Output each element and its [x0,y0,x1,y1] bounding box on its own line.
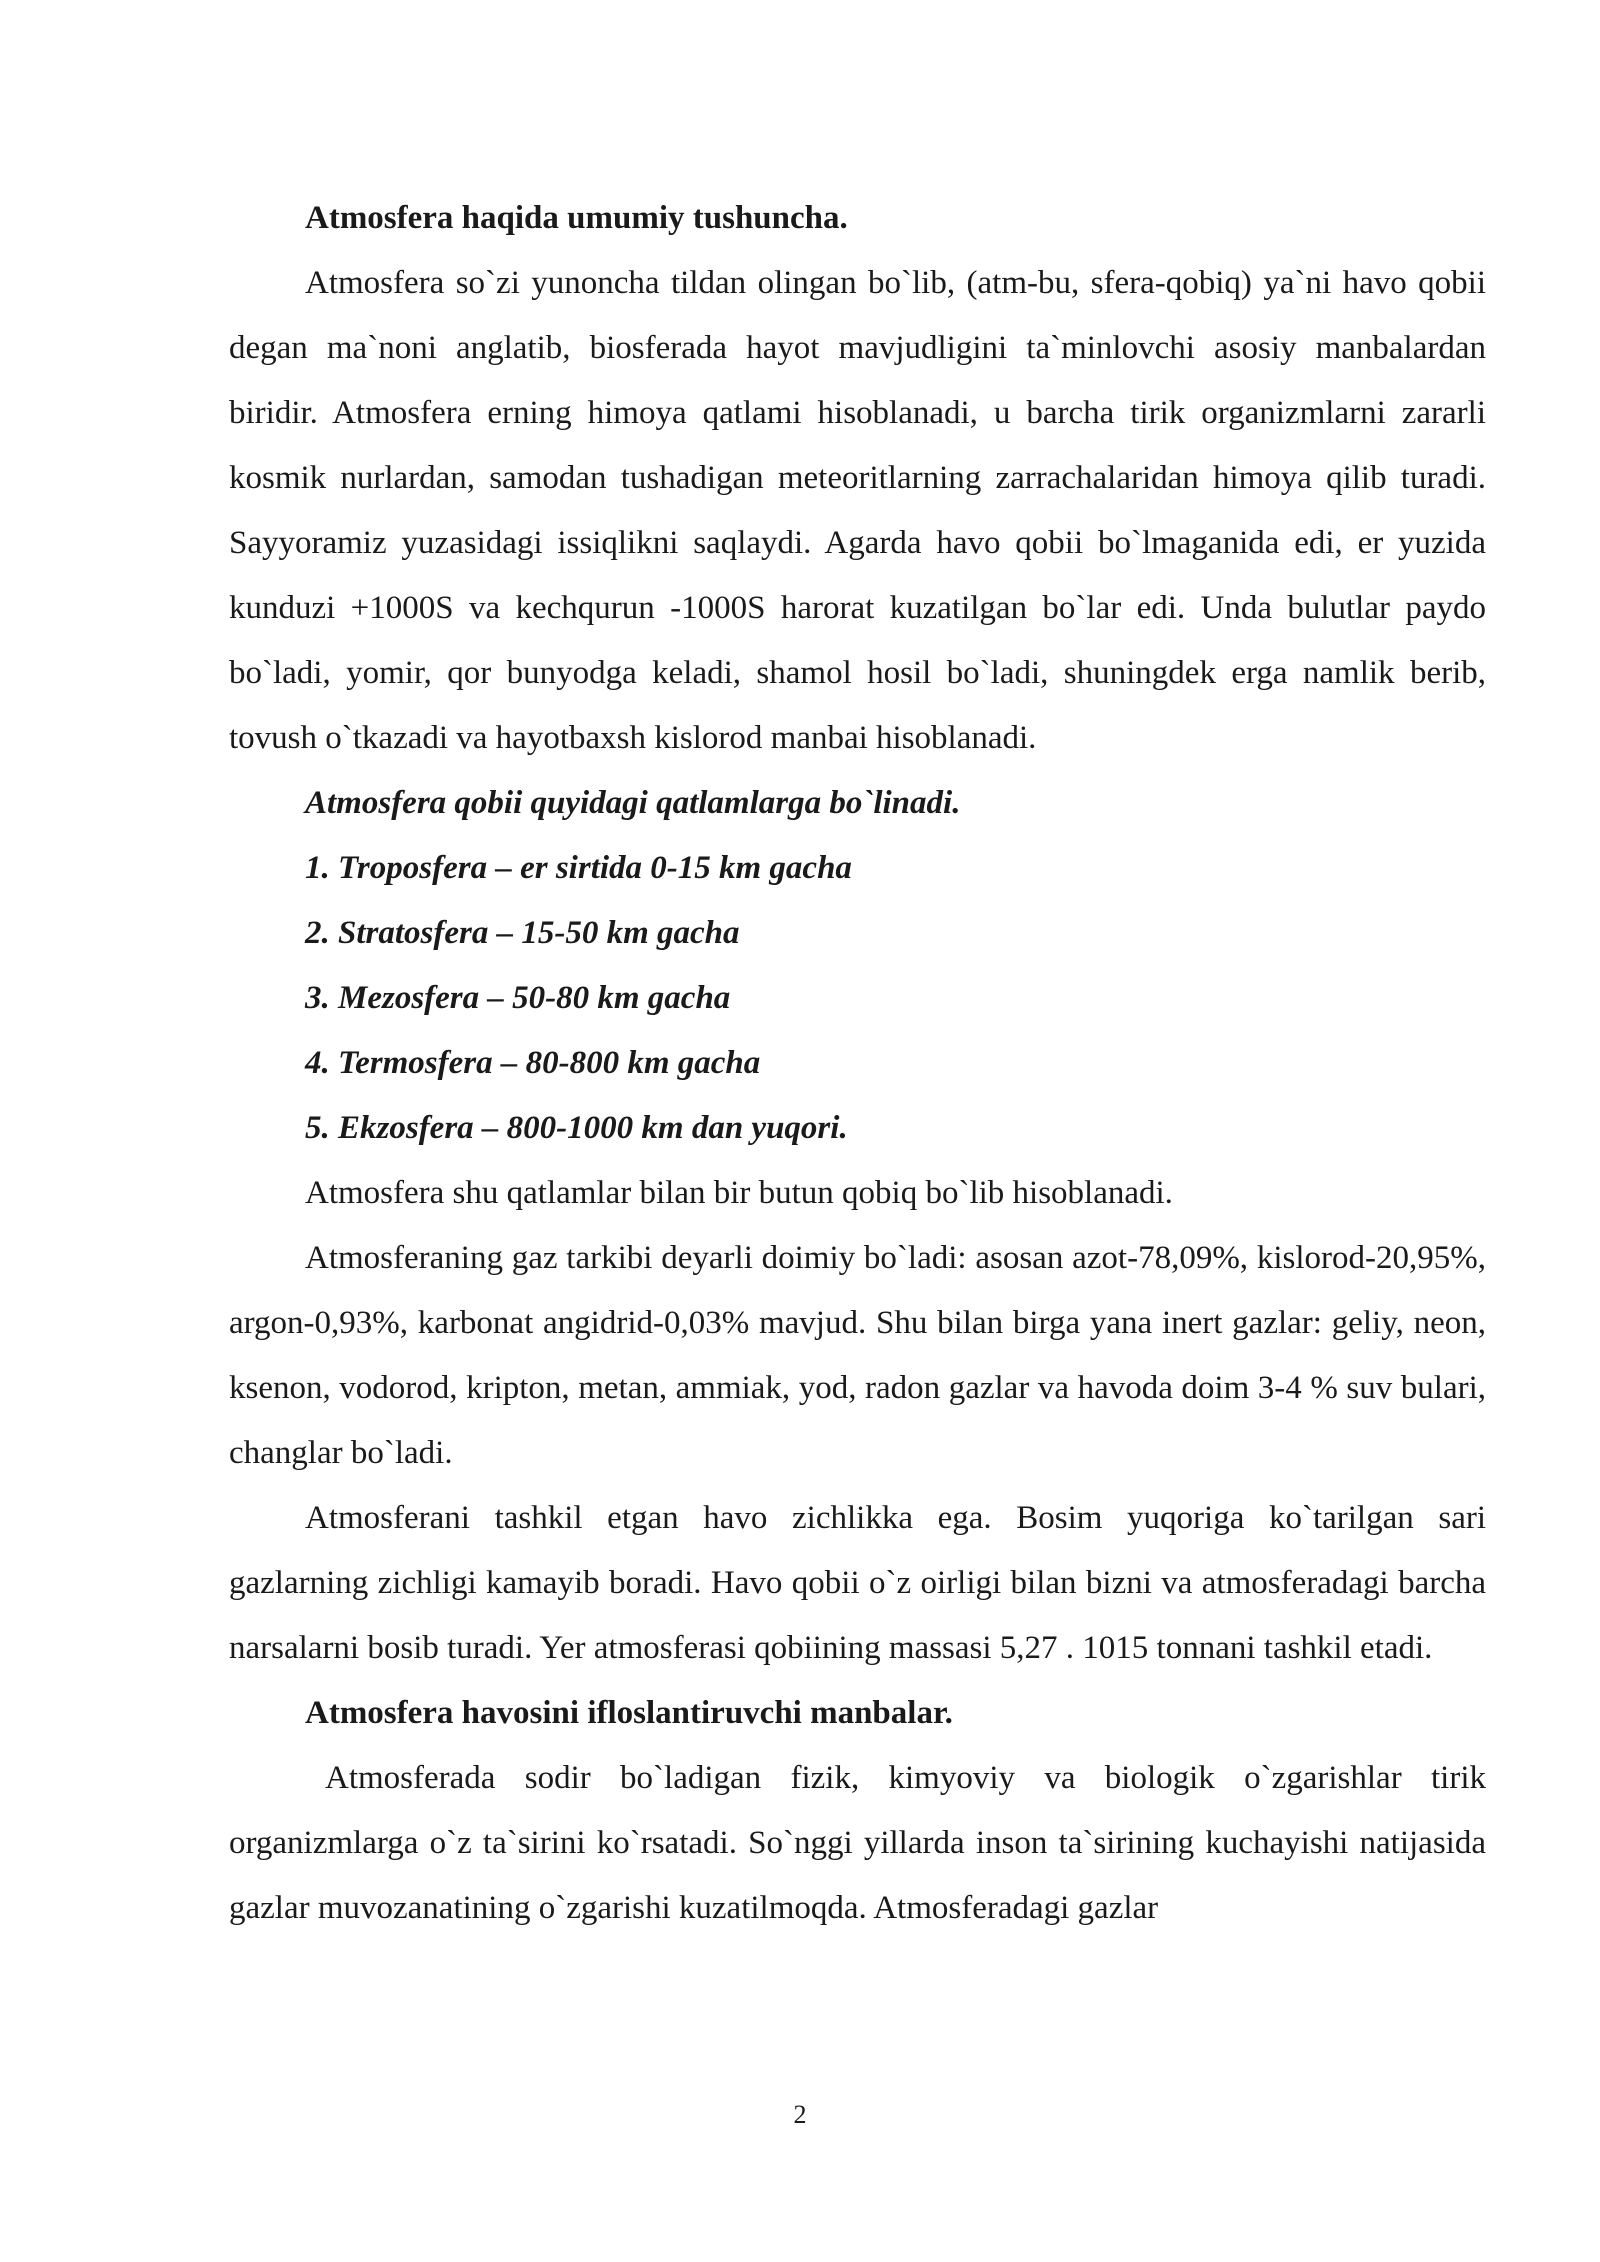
section-heading: Atmosfera haqida umumiy tushuncha. [305,200,848,236]
subsection-heading: Atmosfera qobii quyidagi qatlamlarga bo`linadi. [305,785,961,821]
paragraph: Atmosfera shu qatlamlar bilan bir butun qobiq bo`lib hisoblanadi. [305,1175,1173,1211]
document-page [229,186,1486,1941]
paragraph: Atmosferani tashkil etgan havo zichlikka ega. Bosim yuqoriga ko`tarilgan sari gazlarning zichligi kamayib boradi. Havo qobii o`z oirligi bilan bizni va atmosferadagi barcha narsalarni bosib turadi. Yer atmosferasi qobiining massasi 5,27 . 1015 tonnani tashkil etadi. [229,1500,1486,1666]
page-number: 2 [793,2100,807,2129]
list-item: 4. Termosfera – 80-800 km gacha [305,1045,761,1081]
section-heading: Atmosfera havosini ifloslantiruvchi manbalar. [305,1695,953,1731]
paragraph: Atmosferaning gaz tarkibi deyarli doimiy bo`ladi: asosan azot-78,09%, kislorod-20,95%, argon-0,93%, karbonat angidrid-0,03% mavjud. Shu bilan birga yana inert gazlar: geliy, neon, ksenon, vodorod, kripton, metan, ammiak, yod, radon gazlar va havoda doim 3-4 % suv bulari, changlar bo`ladi. [229,1240,1486,1471]
list-item: 5. Ekzosfera – 800-1000 km dan yuqori. [305,1110,848,1146]
list-item: 2. Stratosfera – 15-50 km gacha [305,915,740,951]
list-item: 1. Troposfera – er sirtida 0-15 km gacha [305,850,852,886]
paragraph: Atmosferada sodir bo`ladigan fizik, kimyoviy va biologik o`zgarishlar tirik organizmlarga o`z ta`sirini ko`rsatadi. So`nggi yillarda inson ta`sirining kuchayishi natijasida gazlar muvozanatining o`zgarishi kuzatilmoqda. Atmosferadagi gazlar [229,1760,1486,1926]
paragraph: Atmosfera so`zi yunoncha tildan olingan bo`lib, (atm-bu, sfera-qobiq) ya`ni havo qobii degan ma`noni anglatib, biosferada hayot mavjudligini ta`minlovchi asosiy manbalardan biridir. Atmosfera erning himoya qatlami hisoblanadi, u barcha tirik organizmlarni zararli kosmik nurlardan, samodan tushadigan meteoritlarning zarrachalaridan himoya qilib turadi. Sayyoramiz yuzasidagi issiqlikni saqlaydi. Agarda havo qobii bo`lmaganida edi, er yuzida kunduzi +1000S va kechqurun -1000S harorat kuzatilgan bo`lar edi. Unda bulutlar paydo bo`ladi, yomir, qor bunyodga keladi, shamol hosil bo`ladi, shuningdek erga namlik berib, tovush o`tkazadi va hayotbaxsh kislorod manbai hisoblanadi. [229,265,1486,756]
list-item: 3. Mezosfera – 50-80 km gacha [305,980,731,1016]
